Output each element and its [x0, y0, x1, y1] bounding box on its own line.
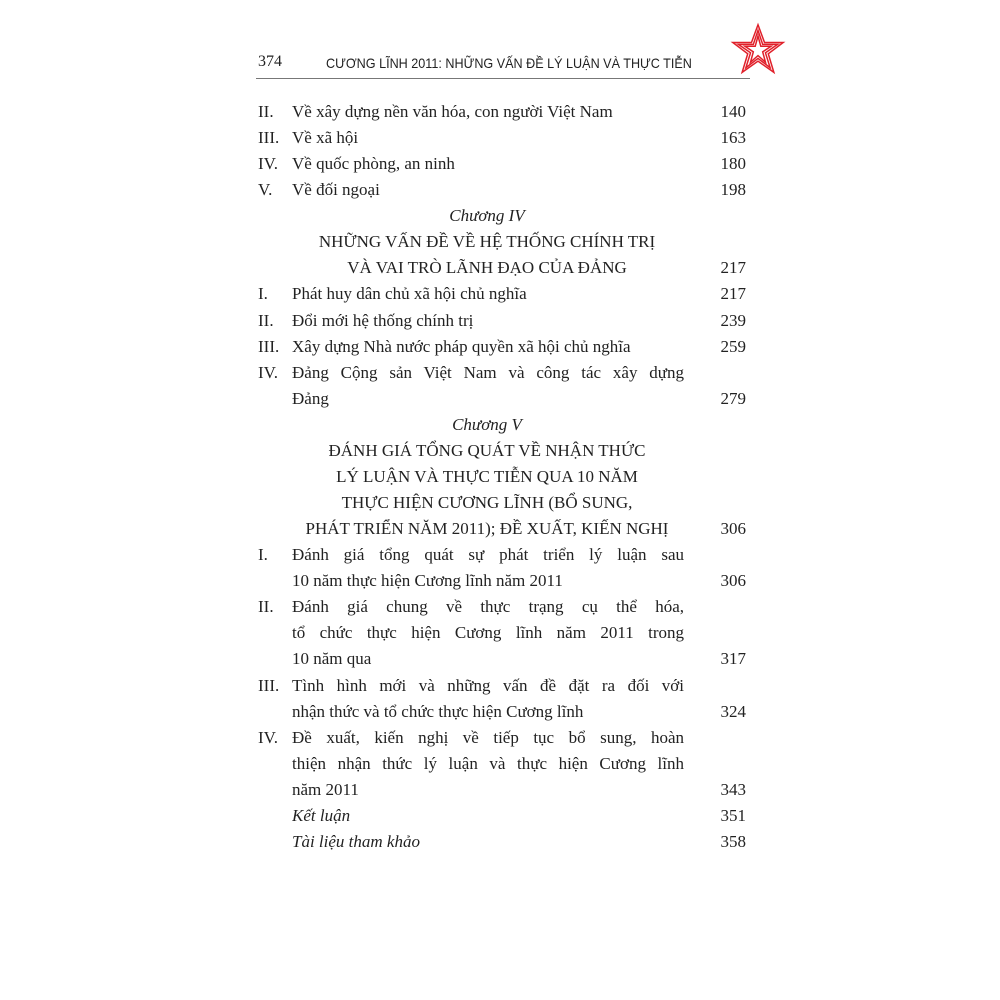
entry-title: Đảng	[292, 388, 329, 408]
header-rule	[256, 78, 750, 79]
chapter-title: PHÁT TRIỂN NĂM 2011); ĐỀ XUẤT, KIẾN NGHỊ	[305, 519, 669, 539]
page-number: 374	[258, 53, 282, 70]
toc-entry	[0, 386, 1000, 412]
toc-entry	[0, 751, 1000, 777]
entry-title: Đánh giá chung về thực trạng cụ thể hóa,	[292, 597, 684, 617]
chapter-label	[0, 412, 1000, 438]
entry-page-number: 324	[720, 701, 746, 721]
chapter-title: LÝ LUẬN VÀ THỰC TIỄN QUA 10 NĂM	[336, 466, 638, 486]
chapter-heading	[0, 438, 1000, 464]
entry-title: Xây dựng Nhà nước pháp quyền xã hội chủ nghĩa	[292, 336, 631, 356]
entry-title: Về quốc phòng, an ninh	[292, 154, 455, 174]
entry-title: nhận thức và tổ chức thực hiện Cương lĩnh	[292, 701, 584, 721]
entry-page-number: 198	[720, 180, 746, 200]
entry-title: 10 năm thực hiện Cương lĩnh năm 2011	[292, 571, 563, 591]
toc-entry	[0, 594, 1000, 620]
entry-number: I.	[258, 545, 268, 565]
entry-title: Đổi mới hệ thống chính trị	[292, 310, 474, 330]
entry-title: Đảng Cộng sản Việt Nam và công tác xây dựng	[292, 362, 684, 382]
chapter-title: VÀ VAI TRÒ LÃNH ĐẠO CỦA ĐẢNG	[347, 258, 627, 278]
entry-number: II.	[258, 310, 274, 330]
entry-number: IV.	[258, 154, 278, 174]
toc-entry	[0, 803, 1000, 829]
entry-page-number: 306	[720, 571, 746, 591]
toc-entry	[0, 725, 1000, 751]
entry-number: III.	[258, 675, 280, 695]
entry-page-number: 140	[720, 102, 746, 121]
toc-entry	[0, 829, 1000, 855]
entry-number: IV.	[258, 727, 278, 747]
chapter-label	[0, 203, 1000, 229]
toc-entry	[0, 334, 1000, 360]
entry-number: III.	[258, 128, 280, 148]
entry-page-number: 351	[720, 805, 746, 825]
toc-entry	[0, 125, 1000, 151]
entry-title: năm 2011	[292, 779, 359, 799]
toc-entry	[0, 281, 1000, 307]
running-header-title: CƯƠNG LĨNH 2011: NHỮNG VẤN ĐỀ LÝ LUẬN VÀ THỰC TIỄN	[326, 55, 692, 71]
entry-title: Tài liệu tham khảo	[292, 831, 420, 851]
entry-title: Kết luận	[292, 805, 351, 825]
entry-title: Đánh giá tổng quát sự phát triển lý luận sau	[292, 545, 684, 565]
chapter-title: NHỮNG VẤN ĐỀ VỀ HỆ THỐNG CHÍNH TRỊ	[318, 232, 656, 252]
toc-entry	[0, 673, 1000, 699]
entry-title: 10 năm qua	[292, 649, 372, 669]
entry-title: Về xã hội	[292, 128, 359, 148]
toc-entry	[0, 177, 1000, 203]
toc-entry	[0, 151, 1000, 177]
entry-page-number: 279	[720, 388, 746, 408]
entry-page-number: 259	[720, 336, 746, 356]
entry-page-number: 163	[720, 128, 746, 148]
entry-number: V.	[258, 180, 273, 200]
toc-entry	[0, 360, 1000, 386]
entry-number: II.	[258, 102, 274, 121]
chapter-heading	[0, 516, 1000, 542]
chapter-number: Chương IV	[449, 206, 525, 226]
toc-entry	[0, 620, 1000, 646]
chapter-heading	[0, 229, 1000, 255]
toc-entry	[0, 646, 1000, 672]
chapter-number: Chương V	[452, 414, 522, 434]
entry-number: II.	[258, 597, 274, 617]
toc-entry	[0, 568, 1000, 594]
entry-title: Đề xuất, kiến nghị về tiếp tục bổ sung, hoàn	[292, 727, 684, 747]
entry-title: Về đối ngoại	[292, 180, 380, 200]
entry-page-number: 358	[720, 831, 746, 851]
entry-title: Về xây dựng nền văn hóa, con người Việt Nam	[292, 102, 613, 121]
toc-entry	[0, 99, 1000, 125]
entry-page-number: 317	[720, 649, 746, 669]
entry-title: Phát huy dân chủ xã hội chủ nghĩa	[292, 284, 527, 304]
entry-page-number: 306	[720, 519, 746, 539]
entry-page-number: 217	[720, 258, 746, 278]
entry-number: III.	[258, 336, 280, 356]
toc-entry	[0, 542, 1000, 568]
entry-page-number: 343	[720, 779, 746, 799]
entry-title: tổ chức thực hiện Cương lĩnh năm 2011 trong	[292, 623, 684, 643]
entry-page-number: 180	[720, 154, 746, 174]
chapter-heading	[0, 464, 1000, 490]
entry-page-number: 239	[720, 310, 746, 330]
entry-title: Tình hình mới và những vấn đề đặt ra đối với	[292, 675, 684, 695]
entry-title: thiện nhận thức lý luận và thực hiện Cương lĩnh	[292, 753, 684, 773]
toc-entry	[0, 699, 1000, 725]
chapter-heading	[0, 490, 1000, 516]
toc-entry	[0, 777, 1000, 803]
publisher-star-logo-icon	[730, 22, 786, 78]
chapter-title: ĐÁNH GIÁ TỔNG QUÁT VỀ NHẬN THỨC	[328, 440, 646, 460]
entry-number: I.	[258, 284, 268, 304]
entry-page-number: 217	[720, 284, 746, 304]
chapter-title: THỰC HIỆN CƯƠNG LĨNH (BỔ SUNG,	[341, 493, 633, 513]
entry-number: IV.	[258, 362, 278, 382]
chapter-heading	[0, 255, 1000, 281]
toc-entry	[0, 308, 1000, 334]
